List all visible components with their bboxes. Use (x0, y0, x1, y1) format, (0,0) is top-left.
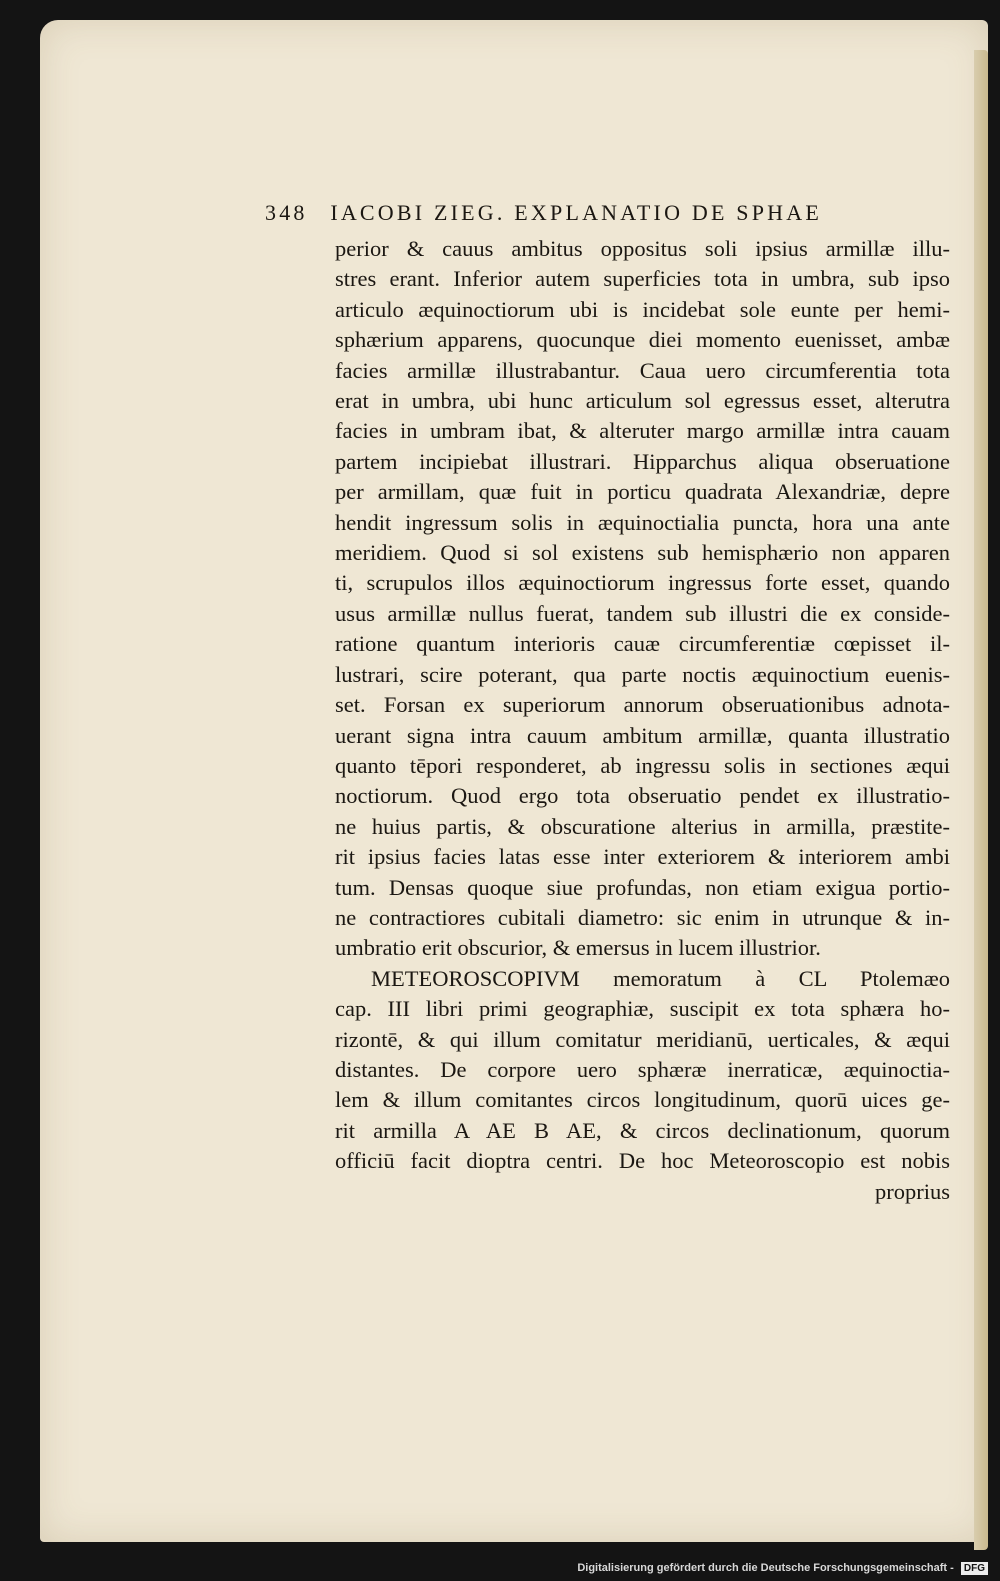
text-line: sphærium apparens, quocunque diei momento euenisset, ambæ (335, 327, 950, 353)
text-line: perior & cauus ambitus oppositus soli ipsius armillæ illu- (335, 236, 950, 261)
catchword: proprius (875, 1178, 950, 1204)
text-line: umbratio erit obscurior, & emersus in lucem illustrior. (335, 935, 821, 961)
running-header (265, 200, 955, 226)
text-line: erat in umbra, ubi hunc articulum sol egressus esset, alterutra (335, 388, 950, 414)
text-line: officiū facit dioptra centri. De hoc Meteoroscopio est nobis (335, 1148, 950, 1174)
credit-text: Digitalisierung gefördert durch die Deutsche Forschungsgemeinschaft - (577, 1562, 954, 1574)
running-title: IACOBI ZIEG. EXPLANATIO DE SPHAE (330, 200, 822, 225)
text-line: per armillam, quæ fuit in porticu quadrata Alexandriæ, depre (335, 479, 950, 505)
digitization-credit (577, 1562, 988, 1575)
text-line: distantes. De corpore uero sphæræ inerraticæ, æquinoctia- (335, 1056, 950, 1082)
text-line: cap. III libri primi geographiæ, suscipit ex tota sphæra ho- (335, 996, 950, 1022)
dfg-logo: DFG (961, 1562, 988, 1575)
text-line: ti, scrupulos illos æquinoctiorum ingressus forte esset, quando (335, 570, 950, 596)
text-line: stres erant. Inferior autem superficies tota in umbra, sub ipso (335, 266, 950, 292)
text-line: uerant signa intra cauum ambitum armillæ, quanta illustratio (335, 722, 950, 748)
text-line: ne huius partis, & obscuratione alterius in armilla, præstite- (335, 813, 950, 839)
text-line: quanto tēpori responderet, ab ingressu solis in sectiones æqui (335, 752, 950, 778)
text-line: lem & illum comitantes circos longitudinum, quorū uices ge- (335, 1087, 950, 1113)
text-line: facies armillæ illustrabantur. Caua uero circumferentia tota (335, 357, 950, 383)
text-line: ratione quantum interioris cauæ circumferentiæ cœpisset il- (335, 631, 950, 657)
text-line: tum. Densas quoque siue profundas, non etiam exigua portio- (335, 874, 950, 900)
text-line: ne contractiores cubitali diametro: sic enim in utrunque & in- (335, 904, 950, 930)
text-line: meridiem. Quod si sol existens sub hemisphærio non apparen (335, 540, 950, 566)
text-line: facies in umbram ibat, & alteruter margo armillæ intra cauam (335, 418, 950, 444)
text-line: METEOROSCOPIVM memoratum à CL Ptolemæo (371, 965, 950, 991)
text-line: rit armilla A AE B AE, & circos declinationum, quorum (335, 1117, 950, 1143)
text-line: rit ipsius facies latas esse inter exteriorem & interiorem ambi (335, 844, 950, 870)
text-line: set. Forsan ex superiorum annorum obseruationibus adnota- (335, 692, 950, 718)
folio-number: 348 (265, 200, 308, 225)
text-line: usus armillæ nullus fuerat, tandem sub illustri die ex conside- (335, 600, 950, 626)
text-line: partem incipiebat illustrari. Hipparchus aliqua obseruatione (335, 448, 950, 474)
text-line: lustrari, scire poterant, qua parte noctis æquinoctium euenis- (335, 661, 950, 687)
text-line: hendit ingressum solis in æquinoctialia puncta, hora una ante (335, 509, 950, 535)
text-line: articulo æquinoctiorum ubi is incidebat sole eunte per hemi- (335, 296, 950, 322)
text-line: noctiorum. Quod ergo tota obseruatio pendet ex illustratio- (335, 783, 950, 809)
text-line: rizontē, & qui illum comitatur meridianū, uerticales, & æqui (335, 1026, 950, 1052)
page-body-text (335, 234, 950, 1207)
page-edge (974, 50, 988, 1550)
